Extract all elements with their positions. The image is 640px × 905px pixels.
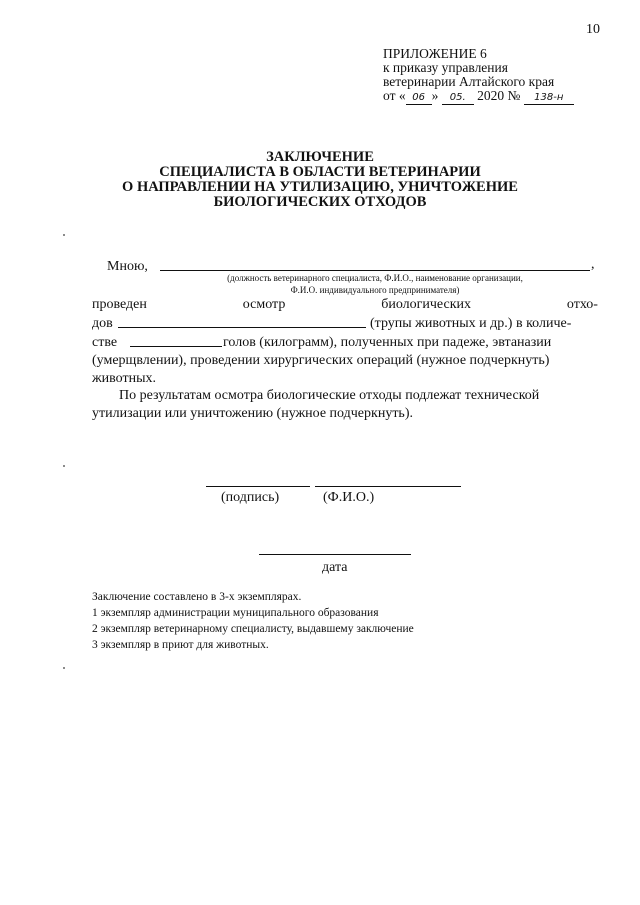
para1-line-1 [92, 296, 598, 313]
annex-date-year-no: 2020 № [477, 88, 521, 103]
mnoyu-comma: , [591, 257, 595, 272]
name-label: (Ф.И.О.) [323, 490, 375, 505]
annex-title: ПРИЛОЖЕНИЕ 6 [383, 46, 487, 61]
specialist-caption-1: (должность ветеринарного специалиста, Ф.И.О., наименование организации, [227, 273, 523, 283]
quantity-line [130, 346, 222, 347]
annex-date-month: 05. [442, 92, 474, 105]
para1-line-5: животных. [92, 371, 157, 386]
document-title [0, 150, 640, 210]
annex-date-mid: » [431, 88, 439, 103]
scan-speck [63, 465, 65, 467]
scan-speck [63, 667, 65, 669]
page-number: 10 [586, 22, 600, 37]
notes-line-3: 2 экземпляр ветеринарному специалисту, выдавшему заключение [92, 623, 414, 635]
para1-line-4: (умерщвлении), проведении хирургических операций (нужное подчеркнуть) [92, 353, 550, 368]
notes-line-4: 3 экземпляр в приют для животных. [92, 639, 269, 651]
annex-order-number: 138-н [524, 92, 574, 105]
para1-stve: стве [92, 335, 118, 350]
specialist-line [160, 270, 590, 271]
name-line [315, 486, 461, 487]
annex-block [383, 47, 574, 105]
scan-speck [63, 234, 65, 236]
word-biologicheskih: биологических [381, 297, 471, 312]
para1-dov: дов [92, 316, 113, 331]
word-otho: отхо- [566, 297, 598, 312]
signature-line [206, 486, 310, 487]
para1-line-2-tail: (трупы животных и др.) в количе- [370, 316, 572, 331]
copies-notes [92, 589, 414, 653]
para2-line-2: утилизации или уничтожению (нужное подчеркнуть). [92, 406, 413, 421]
title-line-4: БИОЛОГИЧЕСКИХ ОТХОДОВ [213, 194, 427, 210]
annex-line-2: ветеринарии Алтайского края [383, 74, 555, 89]
title-line-1: ЗАКЛЮЧЕНИЕ [266, 149, 374, 165]
word-proveden: проведен [92, 297, 147, 312]
para2-line-1: По результатам осмотра биологические отходы подлежат технической [119, 388, 540, 403]
signature-label: (подпись) [221, 490, 280, 505]
notes-line-1: Заключение составлено в 3-х экземплярах. [92, 591, 302, 603]
specialist-caption-2: Ф.И.О. индивидуального предпринимателя) [290, 285, 460, 295]
title-line-2: СПЕЦИАЛИСТА В ОБЛАСТИ ВЕТЕРИНАРИИ [159, 164, 481, 180]
word-osmotr: осмотр [242, 297, 286, 312]
notes-line-2: 1 экземпляр администрации муниципального образования [92, 607, 379, 619]
date-label: дата [322, 560, 348, 575]
para1-line-3-tail: голов (килограмм), полученных при падеже, эвтаназии [223, 335, 552, 350]
annex-line-1: к приказу управления [383, 60, 508, 75]
waste-type-line [118, 327, 366, 328]
annex-date-line [383, 89, 574, 105]
annex-date-day: 06 [406, 92, 432, 105]
date-line [259, 554, 411, 555]
title-line-3: О НАПРАВЛЕНИИ НА УТИЛИЗАЦИЮ, УНИЧТОЖЕНИЕ [122, 179, 518, 195]
annex-date-prefix: от « [383, 88, 406, 103]
mnoyu-label: Мною, [107, 259, 148, 274]
